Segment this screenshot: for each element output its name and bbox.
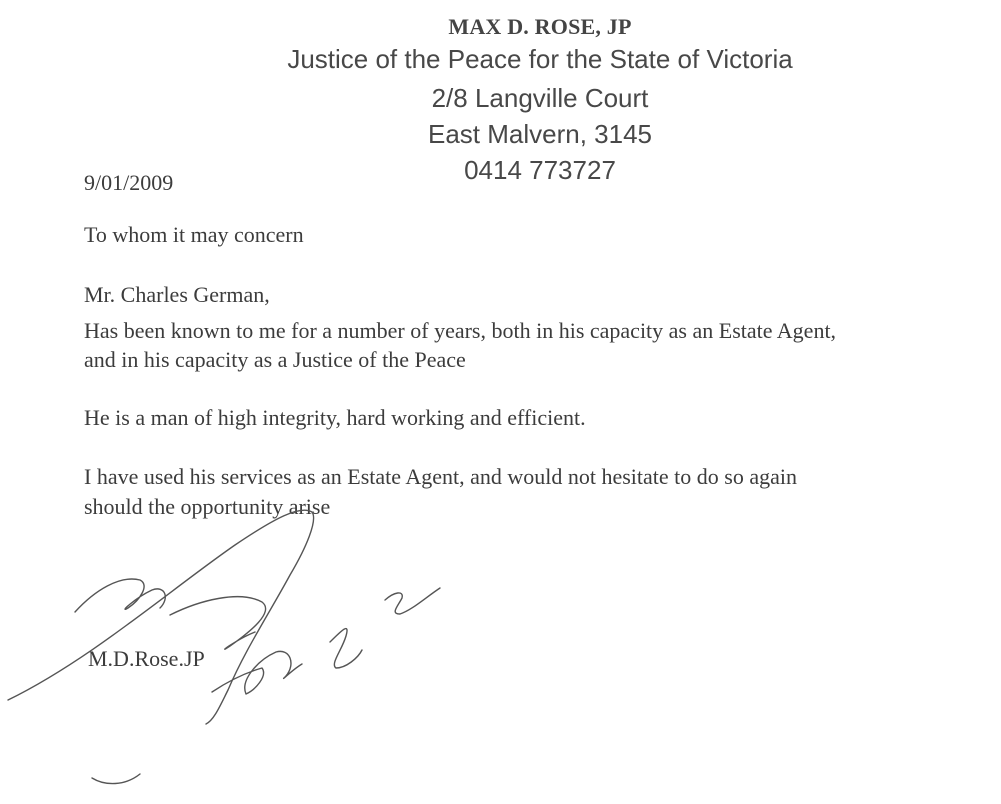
letter-salutation: To whom it may concern [84, 222, 304, 247]
letterhead-address-line2: East Malvern, 3145 [427, 119, 652, 149]
signature-stroke-s [330, 629, 362, 668]
paragraph1-line1: Has been known to me for a number of years, both in his capacity as an Estate Agent, [84, 318, 837, 343]
letterhead-phone: 0414 773727 [464, 155, 616, 185]
letterhead-address-line1: 2/8 Langville Court [431, 83, 649, 113]
paragraph2: He is a man of high integrity, hard working and efficient. [84, 405, 586, 430]
signature-stroke-ose [212, 651, 302, 694]
signature-stroke-top [385, 588, 440, 614]
paragraph3-line2: should the opportunity arise [84, 494, 331, 519]
signature-stroke-r [170, 597, 266, 650]
paragraph1-line2: and in his capacity as a Justice of the Peace [84, 347, 466, 372]
letterhead-title: Justice of the Peace for the State of Victoria [287, 44, 793, 74]
signature-stroke-sweep [8, 510, 314, 724]
letter-subject: Mr. Charles German, [84, 282, 270, 307]
signature-stroke-loop1 [75, 579, 165, 612]
signatory-name: M.D.Rose.JP [88, 646, 205, 671]
paragraph3-line1: I have used his services as an Estate Agent, and would not hesitate to do so again [84, 464, 797, 489]
letter-date: 9/01/2009 [84, 170, 174, 195]
signature-stroke-bottom [92, 774, 140, 784]
letterhead-name: MAX D. ROSE, JP [448, 14, 632, 39]
